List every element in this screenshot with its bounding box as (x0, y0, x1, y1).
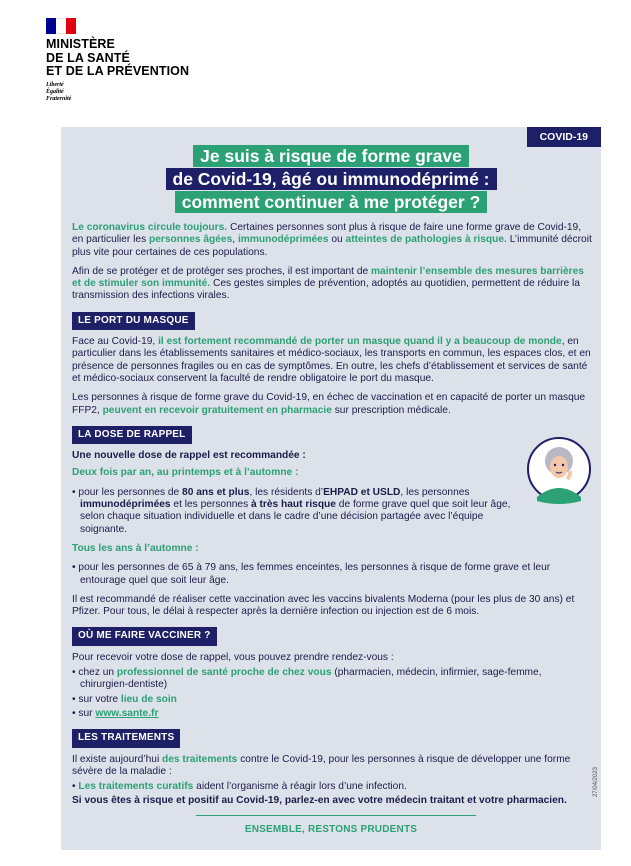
highlight-text: peuvent en recevoir gratuitement en pharmacie (102, 404, 332, 416)
section-heading-masque: LE PORT DU MASQUE (72, 312, 195, 330)
masque-paragraph (72, 392, 592, 417)
title-line: comment continuer à me protéger ? (175, 191, 488, 213)
marianne-flag-icon (46, 18, 76, 34)
body-text: , en particulier dans les établissements sanitaires et médico-sociaux, les transports en commun, les espaces clos, et en présence de personnes fragiles ou en cas de symptômes. En outre, les chefs d’établissement et services de santé et médico-sociaux conservent la faculté de rendre obligatoire le port du masque. (72, 336, 591, 384)
vacciner-bullet (72, 694, 592, 706)
rappel-bullet (72, 487, 527, 536)
body-text: • (72, 781, 79, 793)
republic-motto (46, 82, 216, 103)
body-text: • chez un (72, 667, 117, 679)
traitements-closing: Si vous êtes à risque et positif au Covid-19, parlez-en avec votre médecin traitant et votre pharmacien. (72, 795, 567, 807)
body-text: L’immunité décroit plus vite pour certaines de ces populations. (72, 234, 592, 258)
body-text: Afin de se protéger et de protéger ses proches, il est important de (72, 265, 371, 277)
traitements-paragraph (72, 754, 592, 779)
highlight-text: Le coronavirus circule toujours. (72, 222, 228, 233)
body-text: Ces gestes simples de prévention, adoptés au quotidien, permettent de réduire la transmission des infections virales. (72, 278, 580, 302)
ministry-line: DE LA SANTÉ (46, 50, 130, 65)
rappel-lead: Une nouvelle dose de rappel est recommandée : (72, 450, 306, 462)
title-line: de Covid-19, âgé ou immunodéprimé : (166, 168, 497, 190)
body-text: (pharmacien, médecin, infirmier, sage-femme, chirurgien-dentiste) (80, 667, 542, 691)
motto-line: Liberté (46, 81, 64, 88)
title-line: Je suis à risque de forme grave (193, 145, 469, 167)
highlight-text: des traitements (162, 753, 238, 765)
body-text: Face au Covid-19, (72, 336, 159, 348)
ministry-line: MINISTÈRE (46, 37, 115, 51)
body-text: de forme grave quel que soit leur âge, selon chaque situation individuelle et dans le cadre d’une décision partagée avec l’équipe soignante. (80, 499, 511, 535)
rappel-bullet: • pour les personnes de 65 à 79 ans, les femmes enceintes, les personnes à risque de forme grave et leur entourage quel que soit leur âge. (72, 562, 551, 586)
body-text: , les résidents d’ (249, 486, 324, 498)
footer-slogan: ENSEMBLE, RESTONS PRUDENTS (244, 824, 418, 835)
rappel-subheading: Deux fois par an, au printemps et à l’automne : (72, 467, 299, 479)
ministry-name (46, 38, 216, 79)
info-panel (61, 127, 601, 850)
bold-text: immunodéprimées (80, 499, 171, 511)
bold-text: 80 ans et plus (182, 486, 250, 498)
highlight-text: Les traitements curatifs (78, 781, 194, 793)
motto-line: Égalité (46, 88, 64, 95)
body-text: aident l’organisme à réagir lors d’une infection. (193, 781, 407, 793)
ministry-logo (46, 18, 216, 103)
highlight-text: immunodéprimées (237, 234, 329, 246)
motto-line: Fraternité (46, 95, 72, 102)
rappel-paragraph: Il est recommandé de réaliser cette vaccination avec les vaccins bivalents Moderna (pour les plus de 30 ans) et Pfizer. Pour tous, le délai à respecter après la dernière infection ou injection est de 6 mois. (72, 593, 575, 618)
main-content (72, 222, 592, 815)
body-text: Il existe aujourd’hui (72, 753, 163, 765)
highlight-text: atteintes de pathologies à risque. (345, 234, 507, 246)
highlight-text: personnes âgées (149, 234, 233, 246)
vacciner-intro: Pour recevoir votre dose de rappel, vous pouvez prendre rendez-vous : (72, 651, 394, 663)
traitements-bullet (72, 781, 592, 793)
section-heading-rappel: LA DOSE DE RAPPEL (72, 426, 192, 444)
body-text: • sur (72, 707, 96, 719)
body-text: sur prescription médicale. (331, 404, 451, 416)
body-text: , les personnes (400, 486, 470, 498)
rappel-subheading: Tous les ans à l’automne : (72, 542, 199, 554)
bold-text: EHPAD et USLD (323, 486, 401, 498)
body-text: , (232, 234, 238, 246)
body-text: Les personnes à risque de forme grave du Covid-19, en échec de vaccination et en capacité de porter un masque FFP2, (72, 392, 586, 416)
body-text: Certaines personnes sont plus à risque de faire une forme grave de Covid-19, en particulier les (72, 222, 582, 246)
vacciner-bullet (72, 667, 592, 692)
bold-text: à très haut risque (251, 499, 336, 511)
section-heading-traitements: LES TRAITEMENTS (72, 729, 180, 747)
highlight-text: professionnel de santé proche de chez vous (116, 667, 332, 679)
intro-paragraph (72, 222, 592, 259)
body-text: contre le Covid-19, pour les personnes à risque de développer une forme sévère de la maladie : (72, 753, 571, 777)
footer-divider (196, 815, 476, 816)
ministry-line: ET DE LA PRÉVENTION (46, 64, 190, 78)
page-title (61, 145, 601, 214)
vacciner-bullet (72, 708, 592, 720)
masque-paragraph (72, 336, 592, 385)
sante-link[interactable]: www.sante.fr (95, 707, 159, 719)
highlight-text: il est fortement recommandé de porter un masque quand il y a beaucoup de monde (158, 336, 562, 348)
intro-paragraph (72, 266, 592, 303)
body-text: • pour les personnes de (72, 486, 183, 498)
body-text: ou (328, 234, 346, 246)
covid-tag: COVID-19 (527, 127, 601, 147)
highlight-text: maintenir l’ensemble des mesures barrières et de stimuler son immunité. (72, 265, 584, 290)
highlight-text: lieu de soin (120, 693, 177, 705)
section-heading-vacciner: OÙ ME FAIRE VACCINER ? (72, 627, 217, 645)
body-text: • sur votre (72, 693, 121, 705)
date-code: 27/04/2023 (593, 767, 599, 798)
body-text: et les personnes (170, 499, 252, 511)
